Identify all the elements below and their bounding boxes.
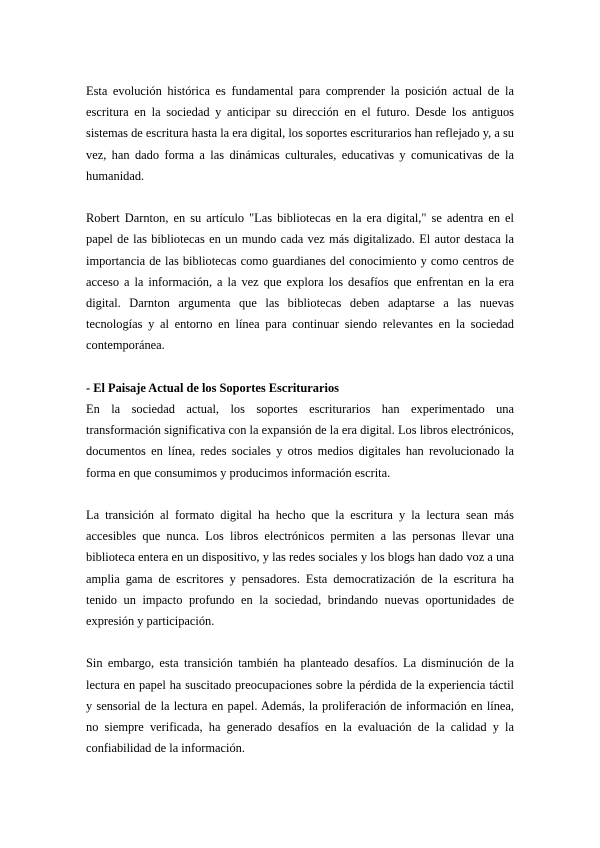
paragraph-darnton: Robert Darnton, en su artículo "Las bibliotecas en la era digital," se adentra en el papel de las bibliotecas en un mundo cada vez más digitalizado. El autor destaca la importancia de las bibliotecas como guardianes del conocimiento y como centros de acceso a la información, a la vez que explora los desafíos que enfrentan en la era digital. Darnton argumenta que las bibliotecas deben adaptarse a las nuevas tecnologías y al entorno en línea para continuar siendo relevantes en la sociedad contemporánea. — [86, 211, 514, 353]
paragraph-spacer — [86, 484, 514, 505]
section-heading: - El Paisaje Actual de los Soportes Escriturarios — [86, 380, 339, 395]
paragraph-digital-transition: La transición al formato digital ha hecho que la escritura y la lectura sean más accesibles que nunca. Los libros electrónicos permiten a las personas llevar una biblioteca entera en un dispositivo, y las redes sociales y los blogs han dado voz a una amplia gama de escritores y pensadores. Esta democratización de la escritura ha tenido un impacto profundo en la sociedad, brindando nuevas oportunidades de expresión y participación. — [86, 508, 514, 629]
paragraph-current-society: En la sociedad actual, los soportes escriturarios han experimentado una transformación significativa con la expansión de la era digital. Los libros electrónicos, documentos en línea, redes sociales y otros medios digitales han revolucionado la forma en que consumimos y producimos información escrita. — [86, 402, 514, 480]
paragraph-historical-evolution: Esta evolución histórica es fundamental para comprender la posición actual de la escritura en la sociedad y anticipar su dirección en el futuro. Desde los antiguos sistemas de escritura hasta la era digital, los soportes escriturarios han reflejado y, a su vez, han dado forma a las dinámicas culturales, educativas y comunicativas de la humanidad. — [86, 84, 514, 183]
paragraph-spacer — [86, 632, 514, 653]
paragraph-spacer — [86, 187, 514, 208]
paragraph-spacer — [86, 357, 514, 378]
paragraph-challenges: Sin embargo, esta transición también ha planteado desafíos. La disminución de la lectura en papel ha suscitado preocupaciones sobre la pérdida de la experiencia táctil y sensorial de la lectura en papel. Además, la proliferación de información en línea, no siempre verificada, ha generado desafíos en la evaluación de la calidad y la confiabilidad de la información. — [86, 656, 514, 756]
document-page — [86, 81, 514, 759]
